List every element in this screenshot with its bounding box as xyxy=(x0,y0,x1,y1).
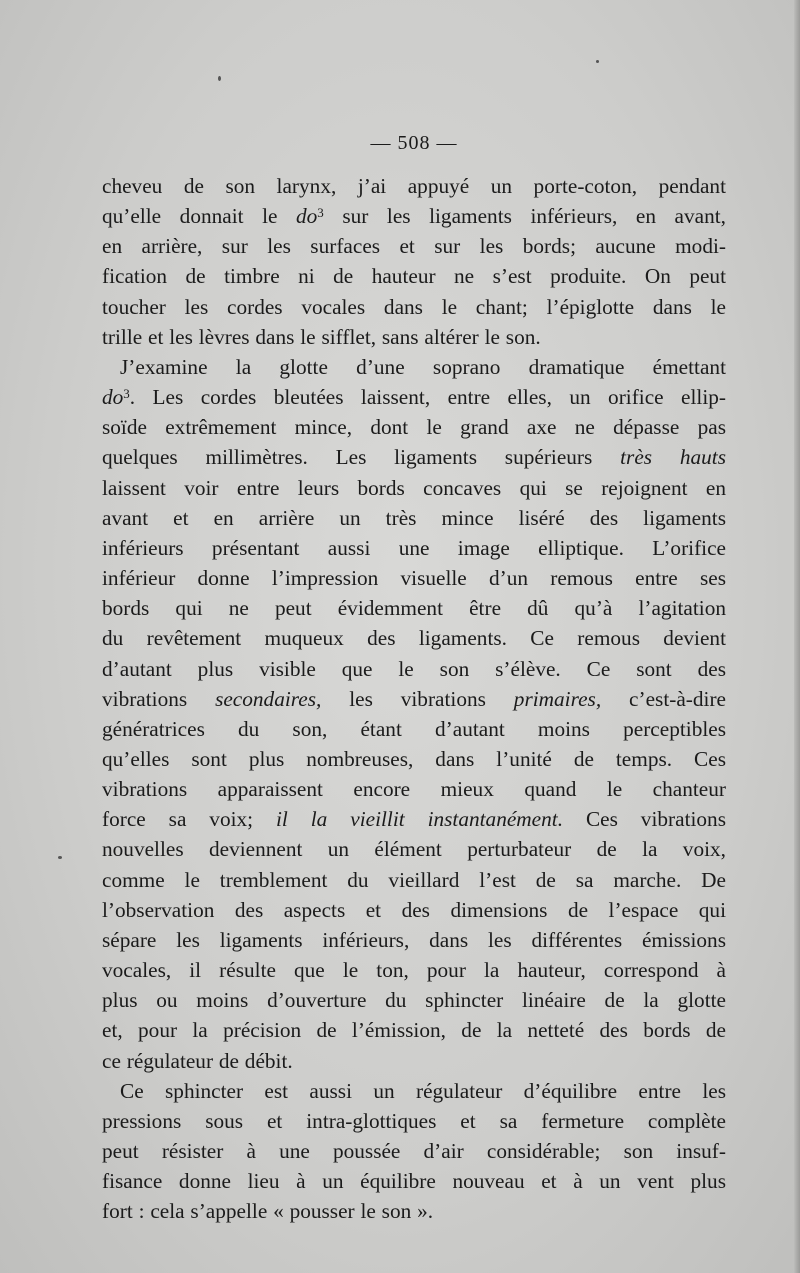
text-run: d’autant plus visible que le son s’élève. Ce sont des xyxy=(102,656,726,681)
text-line xyxy=(102,1196,726,1226)
text-line xyxy=(102,442,726,472)
text-line xyxy=(102,563,726,593)
text-line xyxy=(102,623,726,653)
italic-run: primaires, xyxy=(513,686,602,711)
text-line xyxy=(102,352,726,382)
text-run: nouvelles deviennent un élément perturbateur de la voix, xyxy=(102,837,726,862)
text-run: Ce sphincter est aussi un régulateur d’équilibre entre les xyxy=(120,1078,726,1103)
text-line xyxy=(102,261,726,291)
text-line xyxy=(102,865,726,895)
text-run: soïde extrêmement mince, dont le grand axe ne dépasse pas xyxy=(102,415,726,440)
italic-run: do xyxy=(102,385,124,410)
text-run: en arrière, sur les surfaces et sur les bords; aucune modi- xyxy=(102,234,726,259)
text-run: Ces vibrations xyxy=(563,807,726,832)
text-run: qu’elle donnait le xyxy=(102,204,296,229)
text-run: fort : cela s’appelle « pousser le son ». xyxy=(102,1199,434,1224)
text-run: l’observation des aspects et des dimensions de l’espace qui xyxy=(102,897,726,922)
text-run: qu’elles sont plus nombreuses, dans l’unité de temps. Ces xyxy=(102,746,726,771)
text-run: ce régulateur de débit. xyxy=(102,1048,293,1073)
text-line xyxy=(102,292,726,322)
text-line xyxy=(102,231,726,261)
text-line xyxy=(102,955,726,985)
text-line xyxy=(102,714,726,744)
text-line xyxy=(102,533,726,563)
dust-speck xyxy=(58,856,62,859)
body-text xyxy=(102,171,726,1226)
document-page xyxy=(102,128,726,1226)
italic-run: do xyxy=(296,204,318,229)
text-line xyxy=(102,593,726,623)
text-run: laissent voir entre leurs bords concaves qui se rejoignent en xyxy=(102,475,726,500)
text-line xyxy=(102,503,726,533)
text-line xyxy=(102,473,726,503)
text-line xyxy=(102,744,726,774)
text-line xyxy=(102,322,726,352)
text-line xyxy=(102,985,726,1015)
paragraph xyxy=(102,1076,726,1227)
text-line xyxy=(102,171,726,201)
page-edge-shadow xyxy=(794,0,800,1273)
text-line xyxy=(102,684,726,714)
text-line xyxy=(102,834,726,864)
text-line xyxy=(102,382,726,412)
paragraph xyxy=(102,171,726,352)
dust-speck xyxy=(596,60,599,63)
text-run: et, pour la précision de l’émission, de la netteté des bords de xyxy=(102,1018,726,1043)
superscript: 3 xyxy=(123,386,130,402)
text-run: plus ou moins d’ouverture du sphincter linéaire de la glotte xyxy=(102,988,726,1013)
text-run: les vibrations xyxy=(321,686,514,711)
text-line xyxy=(102,774,726,804)
text-run: génératrices du son, étant d’autant moins perceptibles xyxy=(102,716,726,741)
dust-speck xyxy=(218,76,221,81)
text-run: peut résister à une poussée d’air considérable; son insuf- xyxy=(102,1139,726,1163)
italic-run: très hauts xyxy=(620,445,727,470)
text-run: avant et en arrière un très mince liséré des ligaments xyxy=(102,505,726,530)
text-run: vocales, il résulte que le ton, pour la hauteur, correspond à xyxy=(102,958,726,983)
text-run: du revêtement muqueux des ligaments. Ce remous devient xyxy=(102,626,726,651)
text-run: quelques millimètres. Les ligaments supérieurs xyxy=(102,445,621,470)
text-run: sépare les ligaments inférieurs, dans les différentes émissions xyxy=(102,927,726,952)
text-line xyxy=(102,412,726,442)
text-line xyxy=(102,1166,726,1196)
paragraph xyxy=(102,352,726,1076)
text-run: vibrations apparaissent encore mieux quand le chanteur xyxy=(102,777,726,802)
text-line xyxy=(102,1136,726,1166)
italic-run: il la vieillit instantanément. xyxy=(276,807,564,832)
text-run: inférieur donne l’impression visuelle d’un remous entre ses xyxy=(102,566,726,591)
text-line xyxy=(102,1046,726,1076)
text-run: cheveu de son larynx, j’ai appuyé un porte-coton, pendant xyxy=(102,174,726,198)
text-line xyxy=(102,1106,726,1136)
text-run: pressions sous et intra-glottiques et sa fermeture complète xyxy=(102,1108,726,1133)
text-run: toucher les cordes vocales dans le chant; l’épiglotte dans le xyxy=(102,294,726,319)
text-run: c’est-à-dire xyxy=(601,686,726,711)
text-run: vibrations xyxy=(102,686,216,711)
text-line xyxy=(102,895,726,925)
text-line xyxy=(102,1015,726,1045)
text-run: bords qui ne peut évidemment être dû qu’à l’agitation xyxy=(102,596,726,621)
text-run: sur les ligaments inférieurs, en avant, xyxy=(323,204,726,229)
text-run: J’examine la glotte d’une soprano dramatique émettant xyxy=(120,354,726,379)
text-run: comme le tremblement du vieillard l’est de sa marche. De xyxy=(102,867,726,892)
text-line xyxy=(102,925,726,955)
text-line xyxy=(102,1076,726,1106)
text-run: . Les cordes bleutées laissent, entre elles, un orifice ellip- xyxy=(129,385,726,410)
italic-run: secondaires, xyxy=(215,686,322,711)
text-line xyxy=(102,654,726,684)
text-run: force sa voix; xyxy=(102,807,277,832)
text-run: trille et les lèvres dans le sifflet, sans altérer le son. xyxy=(102,324,541,349)
text-line xyxy=(102,804,726,834)
text-line xyxy=(102,201,726,231)
text-run: inférieurs présentant aussi une image elliptique. L’orifice xyxy=(102,535,726,560)
text-run: fisance donne lieu à un équilibre nouveau et à un vent plus xyxy=(102,1169,726,1194)
text-run: fication de timbre ni de hauteur ne s’est produite. On peut xyxy=(102,264,726,289)
page-number: — 508 — xyxy=(370,132,458,154)
superscript: 3 xyxy=(317,205,324,221)
